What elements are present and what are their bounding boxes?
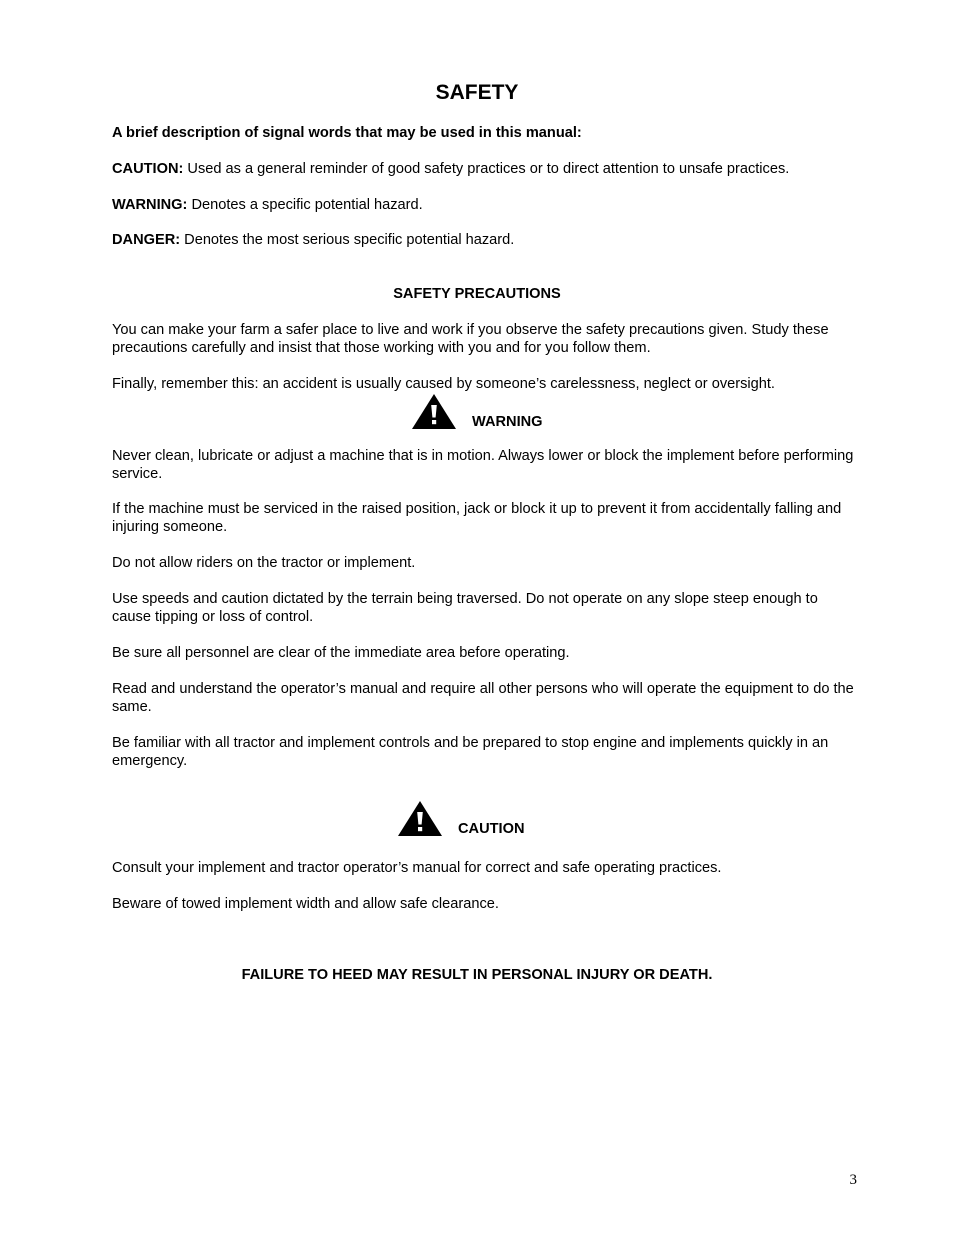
warning-item: Be familiar with all tractor and implement controls and be prepared to stop engine and implements quickly in an emergency.	[112, 735, 829, 769]
signal-word-warning	[112, 196, 860, 214]
section-heading: SAFETY PRECAUTIONS	[393, 286, 561, 302]
signal-word-caution	[112, 160, 860, 178]
caution-item: Beware of towed implement width and allow safe clearance.	[112, 896, 499, 912]
signal-word-danger	[112, 231, 860, 249]
signal-desc: Denotes a specific potential hazard.	[187, 197, 423, 213]
caution-heading	[397, 800, 524, 837]
precautions-paragraph: Finally, remember this: an accident is usually caused by someone’s carelessness, neglect or oversight.	[112, 376, 775, 392]
warning-item: Never clean, lubricate or adjust a machine that is in motion. Always lower or block the implement before performing service.	[112, 448, 854, 482]
warning-triangle-icon	[411, 393, 457, 430]
warning-item: Read and understand the operator’s manual and require all other persons who will operate the equipment to do the same.	[112, 681, 854, 715]
signal-desc: Denotes the most serious specific potential hazard.	[180, 232, 515, 248]
warning-item: If the machine must be serviced in the raised position, jack or block it up to prevent it from accidentally falling and injuring someone.	[112, 501, 842, 535]
caution-triangle-icon	[397, 800, 443, 837]
warning-heading	[411, 393, 543, 430]
warning-label: WARNING	[472, 414, 543, 430]
signal-term: DANGER:	[112, 232, 181, 248]
warning-item: Do not allow riders on the tractor or implement.	[112, 555, 416, 571]
warning-item: Use speeds and caution dictated by the terrain being traversed. Do not operate on any slope steep enough to cause tipping or loss of control.	[112, 591, 818, 625]
intro-text: A brief description of signal words that may be used in this manual:	[112, 125, 582, 141]
precautions-paragraph: You can make your farm a safer place to live and work if you observe the safety precautions given. Study these precautions carefully and insist that those working with you and for you follow them.	[112, 322, 829, 356]
caution-item: Consult your implement and tractor operator’s manual for correct and safe operating practices.	[112, 860, 722, 876]
final-notice: FAILURE TO HEED MAY RESULT IN PERSONAL INJURY OR DEATH.	[241, 967, 713, 983]
signal-desc: Used as a general reminder of good safety practices or to direct attention to unsafe practices.	[183, 161, 790, 177]
caution-label: CAUTION	[458, 821, 525, 837]
page-title: SAFETY	[435, 81, 519, 104]
signal-term: WARNING:	[112, 197, 188, 213]
signal-term: CAUTION:	[112, 161, 184, 177]
warning-item: Be sure all personnel are clear of the immediate area before operating.	[112, 645, 570, 661]
page-number: 3	[849, 1172, 857, 1188]
